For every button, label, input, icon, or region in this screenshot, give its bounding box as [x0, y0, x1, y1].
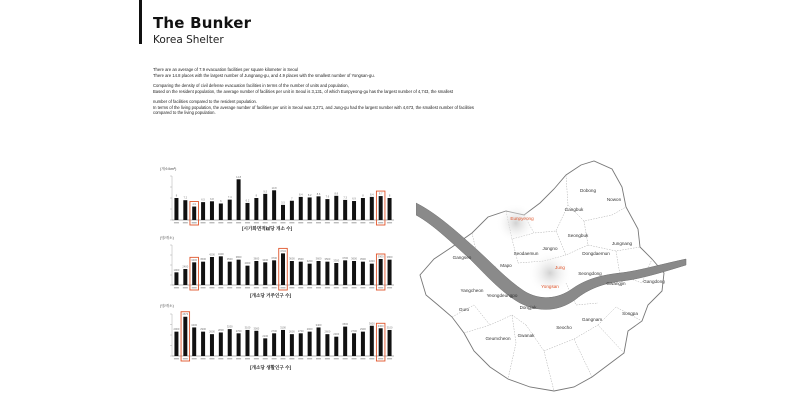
data-label: 7.4	[227, 196, 232, 200]
data-label: 2900	[306, 328, 313, 332]
bar	[352, 333, 356, 356]
bar	[388, 330, 392, 356]
bar	[308, 197, 312, 220]
data-label: 3900	[377, 255, 384, 259]
x-tick-label-mark	[227, 287, 232, 288]
data-label: 2700	[271, 329, 278, 333]
chart3-unit: (명/개소)	[160, 304, 174, 308]
data-label: 3500	[297, 258, 304, 262]
bar	[308, 264, 312, 285]
data-label: 8	[175, 194, 178, 198]
data-label: 2700	[235, 329, 242, 333]
page-title: The Bunker	[153, 14, 252, 32]
data-label: 3600	[253, 257, 260, 261]
bar	[254, 261, 258, 285]
x-tick-label-mark	[236, 358, 241, 359]
bar	[370, 326, 374, 356]
data-label: 8.2	[307, 193, 312, 197]
data-label: 8	[255, 194, 258, 198]
data-label: 4.9	[192, 203, 197, 207]
bar	[343, 327, 347, 356]
x-tick-label-mark	[192, 358, 197, 359]
district-label-dongdaemun: Dongdaemun	[582, 251, 610, 256]
bar	[379, 328, 383, 356]
bar	[334, 196, 338, 220]
x-tick-label-mark	[360, 222, 365, 223]
bar	[317, 327, 321, 356]
bar	[290, 201, 294, 220]
bar	[379, 196, 383, 220]
bar	[334, 337, 338, 356]
district-label-yongsan: Yongsan	[541, 284, 559, 289]
chart3-caption: [개소당 생활인구 수]	[250, 365, 292, 370]
data-label: 9.5	[263, 190, 268, 194]
chart1-caption: [시가화면적㎢당 개소 수]	[242, 226, 293, 231]
bar	[325, 199, 329, 220]
data-label: 3500	[360, 258, 366, 262]
x-tick-label-mark	[227, 358, 232, 359]
x-tick-label-mark	[360, 358, 365, 359]
x-tick-label-mark	[343, 222, 348, 223]
data-label: 8.8	[334, 192, 339, 196]
district-label-seocho: Seocho	[556, 325, 572, 330]
bar	[210, 257, 214, 285]
x-tick-label-mark	[201, 358, 206, 359]
x-tick-label-mark	[263, 287, 268, 288]
district-label-geumcheon: Geumcheon	[485, 336, 511, 341]
bar	[174, 198, 178, 220]
data-label: 3200	[226, 325, 233, 329]
data-label: 3500	[342, 323, 349, 327]
x-tick-label-mark	[174, 222, 179, 223]
bar	[201, 262, 205, 285]
district-label-seongdong: Seongdong	[578, 271, 602, 276]
x-tick-label-mark	[272, 358, 277, 359]
bar	[183, 200, 187, 220]
bar	[228, 262, 232, 285]
x-tick-label-mark	[334, 358, 339, 359]
bar	[352, 261, 356, 285]
bar	[272, 260, 276, 285]
district-label-seongbuk: Seongbuk	[567, 233, 589, 238]
x-tick-label-mark	[209, 358, 214, 359]
data-label: 2400	[182, 265, 189, 269]
data-label: 2600	[288, 330, 295, 334]
bar	[361, 198, 365, 220]
data-label: 6.8	[210, 197, 214, 201]
x-tick-label-mark	[209, 222, 214, 223]
data-label: 3400	[191, 258, 198, 262]
data-label: 10.8	[271, 186, 277, 190]
data-label: 6	[220, 200, 222, 203]
x-tick-label-mark	[378, 358, 383, 359]
data-label: 8.7	[378, 192, 383, 196]
district-label-gangdong: Gangdong	[643, 279, 665, 284]
data-label: 7.3	[343, 196, 347, 200]
bar	[192, 207, 196, 220]
data-label: 3800	[235, 256, 242, 260]
bar	[237, 260, 241, 285]
bar	[343, 260, 347, 285]
x-tick-label-mark	[378, 222, 383, 223]
bar	[317, 196, 321, 220]
x-tick-label-mark	[298, 358, 303, 359]
data-label: 3600	[351, 257, 357, 261]
data-label: 2800	[217, 328, 224, 332]
bar	[388, 198, 392, 220]
x-tick-label-mark	[316, 287, 321, 288]
data-label: 4673	[182, 313, 189, 317]
data-label: 2300	[333, 333, 340, 337]
bar	[263, 194, 267, 220]
bar	[281, 330, 285, 356]
data-label: 2900	[173, 328, 180, 332]
data-label: 3100	[244, 326, 251, 330]
chart1-unit: (개소/km²)	[160, 167, 177, 171]
x-tick-label-mark	[281, 287, 286, 288]
x-tick-label-mark	[334, 222, 339, 223]
data-label: 2900	[200, 328, 206, 332]
bar	[299, 262, 303, 285]
bar	[281, 205, 285, 220]
data-label: 3700	[271, 256, 278, 260]
data-label: 3600	[288, 257, 295, 261]
x-tick-label-mark	[325, 287, 330, 288]
data-label: 3100	[386, 326, 393, 330]
bar	[379, 259, 383, 285]
bar	[299, 197, 303, 220]
chart2-unit: (명/개소)	[160, 236, 174, 240]
district-label-gwanak: Gwanak	[517, 333, 535, 338]
district-label-guro: Guro	[458, 307, 470, 312]
data-label: 2700	[297, 329, 304, 333]
bar	[281, 253, 285, 285]
description-line: In terms of the living population, the average number of facilities per unit in Seoul was 3,271, and Jung-gu had the largest number with 4,673, the smallest number of facilities	[153, 104, 474, 110]
x-tick-label-mark	[227, 222, 232, 223]
bar	[263, 262, 267, 285]
x-tick-label-mark	[360, 287, 365, 288]
x-tick-label-mark	[298, 222, 303, 223]
data-label: 3400	[191, 323, 198, 327]
district-label-gangnam: Gangnam	[581, 317, 603, 322]
density-bar-chart	[150, 172, 400, 234]
x-tick-label-mark	[281, 222, 286, 223]
bar	[370, 197, 374, 220]
x-tick-label-mark	[352, 287, 357, 288]
bar	[228, 200, 232, 220]
data-label: 3500	[200, 258, 206, 262]
bar	[334, 263, 338, 285]
x-tick-label-mark	[183, 287, 188, 288]
x-tick-label-mark	[183, 222, 188, 223]
data-label: 14.8	[236, 175, 242, 179]
x-tick-label-mark	[254, 287, 259, 288]
x-tick-label-mark	[369, 358, 374, 359]
x-tick-label-mark	[369, 222, 374, 223]
data-label: 3600	[368, 322, 375, 326]
x-tick-label-mark	[209, 287, 214, 288]
data-label: 3100	[280, 326, 286, 330]
eunpyeong-highlight-glow	[496, 203, 536, 243]
data-label: 2600	[209, 330, 215, 334]
data-label: 6.9	[352, 197, 356, 201]
title-accent-bar	[139, 0, 142, 44]
bar	[174, 332, 178, 356]
data-label: 3200	[368, 260, 375, 264]
x-tick-label-mark	[281, 358, 286, 359]
bar	[308, 332, 312, 356]
description-line: There are 14.8 places with the largest number of Jungnang-gu, and 4.9 places with the smallest number of Yongsan-gu.	[153, 72, 375, 78]
data-label: 7.2	[183, 196, 188, 200]
x-tick-label-mark	[325, 358, 330, 359]
bar	[361, 262, 365, 285]
x-tick-label-mark	[263, 358, 268, 359]
page-subtitle: Korea Shelter	[153, 34, 224, 46]
description-line: Based on the resident population, the average number of facilities per unit in Seoul is 3,131, of which Eunpyeong-gu has the largest number of 4,743, the smallest	[153, 88, 454, 94]
bar	[219, 332, 223, 356]
bar	[317, 261, 321, 285]
living-population-bar-chart	[150, 310, 400, 370]
description-line: Comparing the density of civil defense evacuation facilities in terms of the number of units and population,	[153, 83, 349, 88]
x-tick-label-mark	[245, 287, 250, 288]
data-label: 3500	[324, 258, 331, 262]
data-label: 5.5	[281, 201, 285, 205]
data-label: 3500	[226, 258, 233, 262]
bar	[210, 201, 214, 220]
bar	[245, 203, 249, 220]
data-label: 3200	[306, 260, 313, 264]
district-label-dobong: Dobong	[579, 188, 597, 193]
data-label: 3300	[333, 259, 340, 263]
data-label: 3400	[262, 258, 269, 262]
district-label-yeongdeungpo: Yeongdeungpo	[486, 293, 518, 298]
x-tick-label-mark	[352, 358, 357, 359]
x-tick-label-mark	[307, 222, 312, 223]
data-label: 8	[362, 194, 364, 198]
bar	[325, 262, 329, 285]
district-label-dongjak: Dongjak	[519, 305, 537, 310]
x-tick-label-mark	[201, 287, 206, 288]
bar	[254, 198, 258, 220]
x-tick-label-mark	[325, 222, 330, 223]
district-label-mapo: Mapo	[500, 263, 512, 268]
x-tick-label-mark	[174, 287, 179, 288]
district-label-seodaemun: Seodaemun	[513, 251, 539, 256]
description-line: There are an average of 7.9 evacuation facilities per square kilometer in Seoul	[153, 67, 299, 72]
bar	[219, 204, 223, 221]
x-tick-label-mark	[316, 222, 321, 223]
x-tick-label-mark	[307, 287, 312, 288]
bar	[361, 332, 365, 356]
x-tick-label-mark	[289, 358, 294, 359]
bar	[201, 332, 205, 356]
seoul-district-map	[416, 155, 688, 401]
x-tick-label-mark	[272, 287, 277, 288]
bar	[343, 200, 347, 220]
x-tick-label-mark	[343, 358, 348, 359]
bar	[254, 331, 258, 356]
district-label-songpa: Songpa	[622, 311, 638, 316]
charts-panel	[150, 160, 400, 390]
data-label: 3600	[315, 257, 322, 261]
district-label-gangseo: Gangseo	[452, 255, 472, 260]
description-block	[153, 67, 573, 116]
x-tick-label-mark	[192, 287, 197, 288]
x-tick-label-mark	[343, 287, 348, 288]
x-tick-label-mark	[236, 222, 241, 223]
x-tick-label-mark	[236, 287, 241, 288]
data-label: 4743	[280, 249, 286, 253]
data-label: 3300	[377, 324, 384, 328]
data-label: 3800	[386, 256, 393, 260]
data-label: 6.2	[245, 199, 250, 203]
x-tick-label-mark	[218, 358, 223, 359]
x-tick-label-mark	[289, 287, 294, 288]
district-label-gangbuk: Gangbuk	[564, 207, 584, 212]
x-tick-label-mark	[352, 222, 357, 223]
chart2-caption: [개소당 거주인구 수]	[250, 293, 292, 298]
x-tick-label-mark	[369, 287, 374, 288]
bar	[183, 317, 187, 356]
bar	[201, 202, 205, 220]
district-label-jongno: Jongno	[542, 246, 558, 251]
data-label: 2900	[360, 328, 366, 332]
x-tick-label-mark	[316, 358, 321, 359]
bar	[272, 190, 276, 220]
description-line: number of facilities compared to the resident population.	[153, 99, 258, 104]
data-label: 2700	[351, 329, 357, 333]
x-tick-label-mark	[201, 222, 206, 223]
description-line: compared to the living population.	[153, 110, 216, 115]
bar	[245, 266, 249, 285]
data-label: 3700	[342, 256, 349, 260]
data-label: 2600	[324, 330, 331, 334]
data-label: 8.4	[369, 193, 374, 197]
data-label: 3400	[315, 323, 322, 327]
x-tick-label-mark	[272, 222, 277, 223]
resident-population-bar-chart	[150, 241, 400, 299]
bar	[237, 179, 241, 220]
data-label: 4300	[217, 252, 224, 256]
data-label: 3000	[253, 327, 260, 331]
x-tick-label-mark	[174, 358, 179, 359]
x-tick-label-mark	[298, 287, 303, 288]
bar	[370, 264, 374, 285]
data-label: 6.5	[201, 198, 205, 202]
bar	[299, 333, 303, 356]
x-tick-label-mark	[334, 287, 339, 288]
x-tick-label-mark	[192, 222, 197, 223]
bar	[245, 330, 249, 356]
data-label: 2100	[262, 334, 269, 338]
bar	[192, 262, 196, 285]
district-label-yangcheon: Yangcheon	[460, 288, 484, 293]
x-tick-label-mark	[307, 358, 312, 359]
x-tick-label-mark	[254, 222, 259, 223]
bar	[325, 334, 329, 356]
x-tick-label-mark	[378, 287, 383, 288]
data-label: 8.6	[316, 192, 321, 196]
data-label: 7.6	[325, 195, 330, 199]
bar	[290, 261, 294, 285]
x-tick-label-mark	[245, 222, 250, 223]
district-label-gwangjin: Gwangjin	[606, 281, 626, 286]
data-label: 8.4	[298, 193, 303, 197]
x-tick-label-mark	[218, 222, 223, 223]
data-label: 1900	[173, 268, 180, 272]
x-tick-label-mark	[289, 222, 294, 223]
bar	[272, 333, 276, 356]
bar	[219, 256, 223, 285]
bar	[210, 334, 214, 356]
bar	[174, 272, 178, 285]
x-tick-label-mark	[387, 358, 392, 359]
x-tick-label-mark	[218, 287, 223, 288]
bar	[183, 269, 187, 285]
district-label-jung: Jung	[555, 265, 565, 270]
x-tick-label-mark	[245, 358, 250, 359]
district-label-jungnang: Jungnang	[611, 241, 633, 246]
bar	[228, 329, 232, 356]
bar	[192, 327, 196, 356]
x-tick-label-mark	[254, 358, 259, 359]
data-label: 8	[388, 194, 391, 198]
district-label-nowon: Nowon	[606, 197, 622, 202]
district-label-eunpyeong: Eunpyeong	[510, 216, 534, 221]
bar	[352, 201, 356, 220]
bar	[237, 333, 241, 356]
bar	[290, 334, 294, 356]
bar	[263, 338, 267, 356]
bar	[388, 260, 392, 285]
x-tick-label-mark	[387, 287, 392, 288]
x-tick-label-mark	[183, 358, 188, 359]
data-label: 2900	[244, 262, 251, 266]
data-label: 4200	[209, 253, 215, 257]
x-tick-label-mark	[263, 222, 268, 223]
data-label: 7	[291, 197, 293, 201]
x-tick-label-mark	[387, 222, 392, 223]
